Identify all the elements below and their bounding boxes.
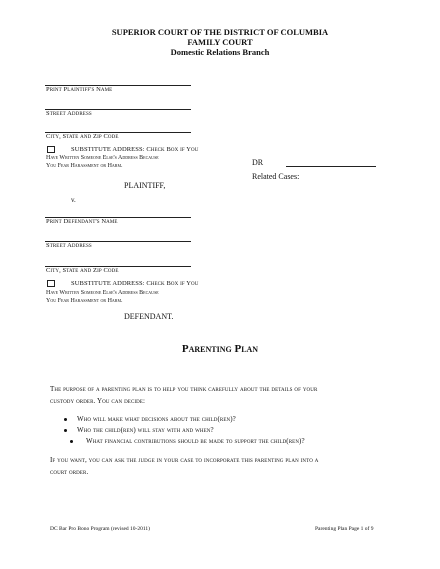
court-name: SUPERIOR COURT OF THE DISTRICT OF COLUMBIA — [111, 27, 329, 37]
defendant-substitute-note-2: You Fear Harassment or Harm. — [46, 298, 123, 304]
defendant-substitute-note-1: Have Written Someone Else's Address Because — [46, 290, 159, 296]
defendant-street-label: Street Address — [46, 242, 92, 249]
plaintiff-city-label: City, State and Zip Code — [46, 133, 119, 140]
bullet-dot — [64, 429, 67, 432]
defendant-name-label: Print Defendant's Name — [46, 218, 118, 225]
bullet-item-1: Who will make what decisions about the child(ren)? — [77, 415, 236, 423]
dr-number-line[interactable] — [286, 166, 376, 167]
defendant-city-label: City, State and Zip Code — [46, 267, 119, 274]
bullet-dot — [64, 418, 67, 421]
intro-line-1: The purpose of a parenting plan is to help you think carefully about the details of your — [50, 385, 318, 393]
plaintiff-street-label: Street Address — [46, 110, 92, 117]
dr-label: DR — [252, 158, 264, 167]
defendant-role-label: DEFENDANT. — [124, 312, 174, 321]
document-title: Parenting Plan — [181, 343, 259, 355]
bullet-item-3: What financial contributions should be made to support the child(ren)? — [86, 437, 305, 445]
plaintiff-substitute-note-2: You Fear Harassment or Harm. — [46, 163, 123, 169]
plaintiff-substitute-note-1: Have Written Someone Else's Address Because — [46, 155, 159, 161]
plaintiff-name-label: Print Plaintiff's Name — [46, 86, 113, 93]
footer-page-number: Parenting Plan Page 1 of 9 — [315, 526, 374, 532]
intro-line-2: custody order. You can decide: — [50, 397, 146, 405]
bullet-item-2: Who the child(ren) will stay with and when? — [77, 426, 214, 434]
court-branch: Domestic Relations Branch — [170, 47, 270, 57]
versus-label: v. — [71, 196, 76, 204]
related-cases-label: Related Cases: — [252, 172, 300, 181]
footer-left: DC Bar Pro Bono Program (revised 10-2011) — [50, 526, 151, 532]
defendant-substitute-label: SUBSTITUTE ADDRESS: Check Box if You — [71, 280, 199, 287]
court-division: FAMILY COURT — [187, 37, 253, 47]
plaintiff-substitute-label: SUBSTITUTE ADDRESS: Check Box if You — [71, 146, 199, 153]
closing-line-1: If you want, you can ask the judge in your case to incorporate this parenting plan into a — [50, 456, 319, 464]
plaintiff-substitute-checkbox[interactable] — [47, 146, 55, 153]
bullet-dot — [70, 440, 73, 443]
closing-line-2: court order. — [50, 468, 89, 476]
defendant-substitute-checkbox[interactable] — [47, 280, 55, 287]
plaintiff-role-label: PLAINTIFF, — [124, 181, 166, 190]
